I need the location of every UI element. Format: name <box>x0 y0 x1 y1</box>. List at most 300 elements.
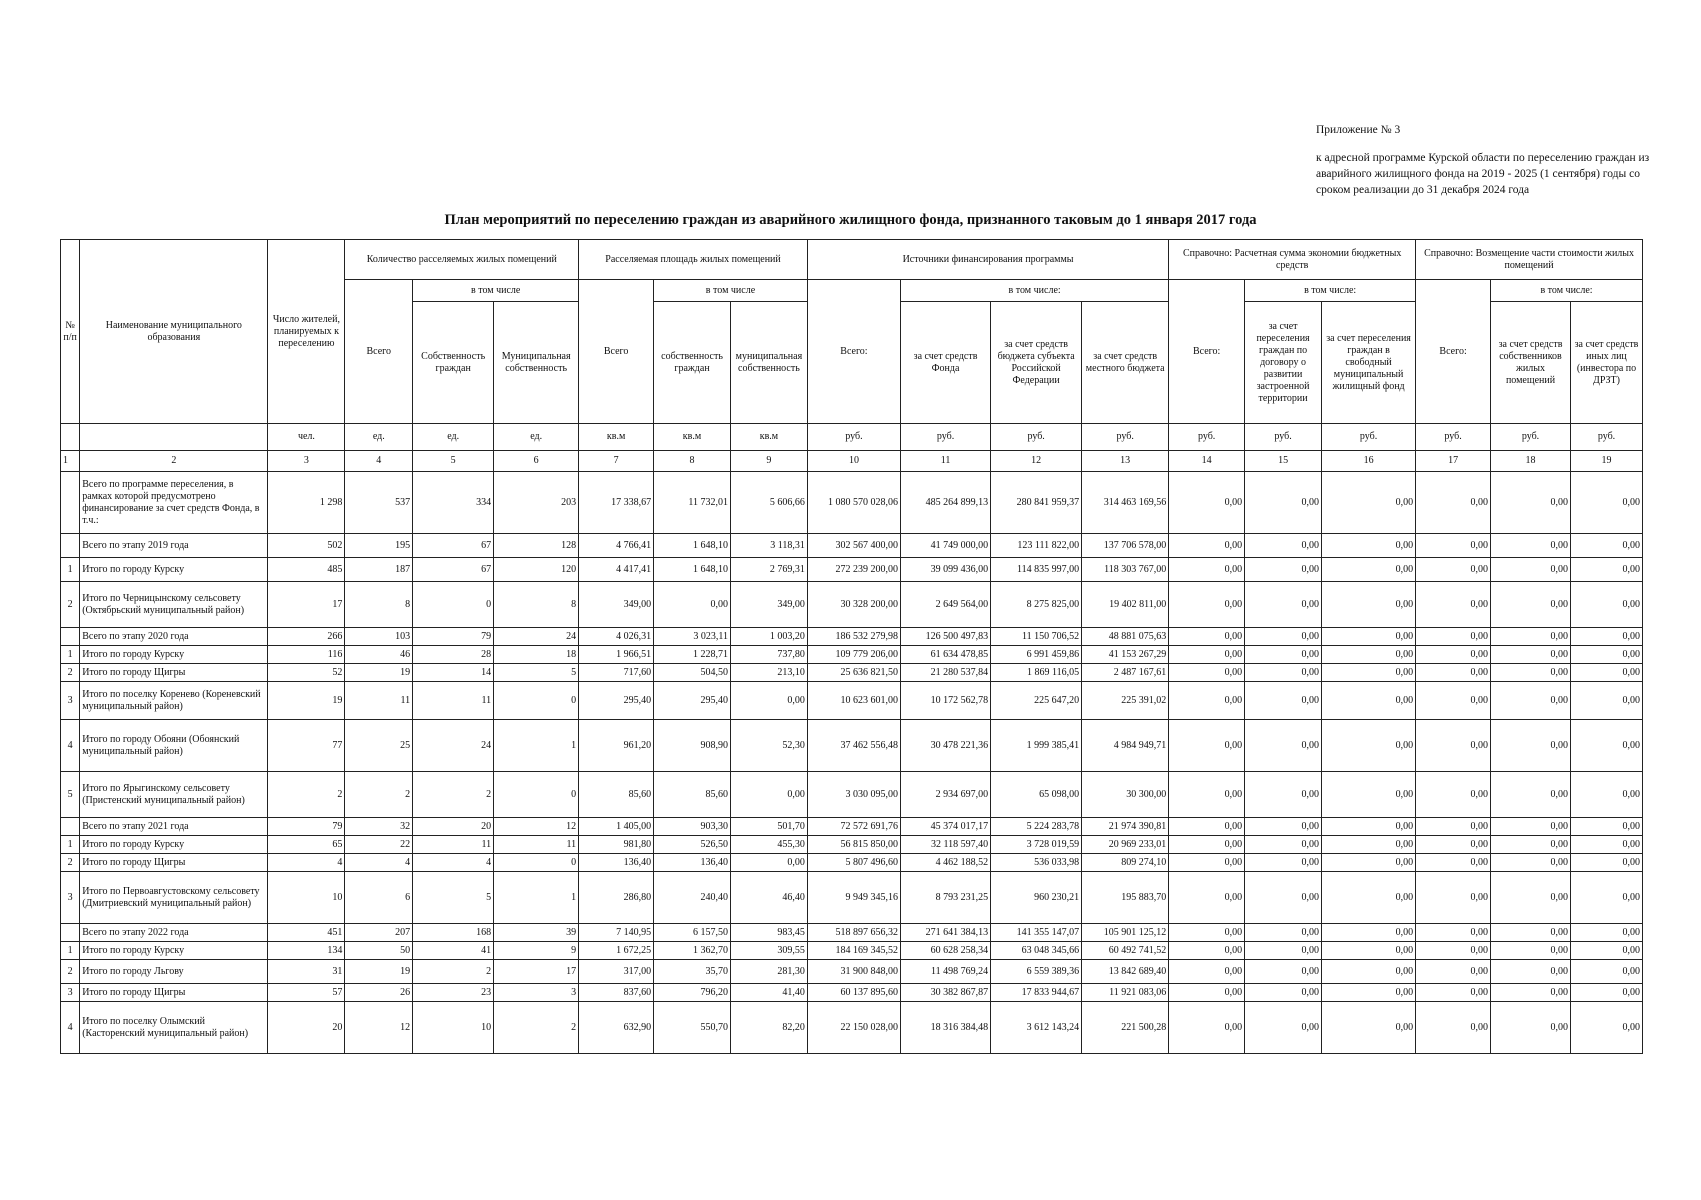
value-cell: 28 <box>413 646 494 664</box>
value-cell: 0,00 <box>1169 1002 1245 1054</box>
value-cell: 0,00 <box>1169 628 1245 646</box>
value-cell: 0,00 <box>1570 628 1642 646</box>
value-cell: 501,70 <box>730 818 807 836</box>
value-cell: 0,00 <box>1570 534 1642 558</box>
value-cell: 1 405,00 <box>579 818 654 836</box>
value-cell: 0,00 <box>1322 646 1416 664</box>
value-cell: 0,00 <box>1491 1002 1571 1054</box>
column-number: 9 <box>730 451 807 472</box>
value-cell: 39 099 436,00 <box>901 558 991 582</box>
unit-cell: руб. <box>1570 424 1642 451</box>
value-cell: 809 274,10 <box>1082 854 1169 872</box>
value-cell: 1 648,10 <box>654 534 731 558</box>
value-cell: 0,00 <box>1416 664 1491 682</box>
value-cell: 0,00 <box>1245 646 1322 664</box>
value-cell: 46,40 <box>730 872 807 924</box>
appendix-number: Приложение № 3 <box>1316 124 1401 136</box>
column-number: 16 <box>1322 451 1416 472</box>
value-cell: 981,80 <box>579 836 654 854</box>
value-cell: 0,00 <box>1570 558 1642 582</box>
value-cell: 0,00 <box>1169 646 1245 664</box>
table-row <box>61 836 1643 854</box>
value-cell: 0,00 <box>1169 682 1245 720</box>
value-cell: 24 <box>413 720 494 772</box>
header-eco-development: за счет переселения граждан по договору о развитии застроенной территории <box>1245 302 1322 424</box>
value-cell: 0,00 <box>1491 646 1571 664</box>
value-cell: 12 <box>345 1002 413 1054</box>
column-number: 3 <box>268 451 345 472</box>
value-cell: 23 <box>413 984 494 1002</box>
value-cell: 116 <box>268 646 345 664</box>
unit-cell: кв.м <box>654 424 731 451</box>
value-cell: 0,00 <box>1245 682 1322 720</box>
table-row <box>61 984 1643 1002</box>
value-cell: 11 <box>413 682 494 720</box>
value-cell: 0,00 <box>1169 942 1245 960</box>
unit-cell: руб. <box>991 424 1082 451</box>
value-cell: 52 <box>268 664 345 682</box>
value-cell: 0,00 <box>1491 924 1571 942</box>
value-cell: 0 <box>494 772 579 818</box>
value-cell: 0,00 <box>1245 984 1322 1002</box>
value-cell: 309,55 <box>730 942 807 960</box>
value-cell: 0,00 <box>1416 1002 1491 1054</box>
row-number: 3 <box>61 682 80 720</box>
unit-cell: руб. <box>1245 424 1322 451</box>
value-cell: 0,00 <box>1169 818 1245 836</box>
value-cell: 41 <box>413 942 494 960</box>
value-cell: 79 <box>413 628 494 646</box>
value-cell: 0,00 <box>1245 872 1322 924</box>
value-cell: 18 <box>494 646 579 664</box>
value-cell: 317,00 <box>579 960 654 984</box>
value-cell: 502 <box>268 534 345 558</box>
value-cell: 0,00 <box>1570 984 1642 1002</box>
value-cell: 903,30 <box>654 818 731 836</box>
value-cell: 0,00 <box>1245 942 1322 960</box>
value-cell: 0,00 <box>1491 818 1571 836</box>
row-number: 2 <box>61 664 80 682</box>
value-cell: 0,00 <box>1322 836 1416 854</box>
value-cell: 32 <box>345 818 413 836</box>
value-cell: 67 <box>413 534 494 558</box>
value-cell: 4 417,41 <box>579 558 654 582</box>
value-cell: 0,00 <box>1245 664 1322 682</box>
value-cell: 0,00 <box>1416 984 1491 1002</box>
value-cell: 225 391,02 <box>1082 682 1169 720</box>
value-cell: 0,00 <box>1491 472 1571 534</box>
header-name: Наименование муниципального образования <box>80 240 268 424</box>
value-cell: 0,00 <box>1169 984 1245 1002</box>
value-cell: 0,00 <box>1322 854 1416 872</box>
value-cell: 39 <box>494 924 579 942</box>
value-cell: 12 <box>494 818 579 836</box>
value-cell: 737,80 <box>730 646 807 664</box>
value-cell: 19 <box>345 960 413 984</box>
value-cell: 0,00 <box>1570 582 1642 628</box>
value-cell: 30 300,00 <box>1082 772 1169 818</box>
header-comp-owners: за счет средств собственников жилых помещений <box>1491 302 1571 424</box>
value-cell: 195 883,70 <box>1082 872 1169 924</box>
value-cell: 118 303 767,00 <box>1082 558 1169 582</box>
municipality-name: Итого по городу Курску <box>80 836 268 854</box>
value-cell: 0,00 <box>1322 960 1416 984</box>
value-cell: 4 <box>268 854 345 872</box>
value-cell: 961,20 <box>579 720 654 772</box>
value-cell: 0,00 <box>1416 582 1491 628</box>
value-cell: 1 966,51 <box>579 646 654 664</box>
value-cell: 0,00 <box>730 854 807 872</box>
value-cell: 0,00 <box>1416 720 1491 772</box>
value-cell: 908,90 <box>654 720 731 772</box>
value-cell: 41 749 000,00 <box>901 534 991 558</box>
value-cell: 5 <box>494 664 579 682</box>
unit-cell: чел. <box>268 424 345 451</box>
value-cell: 240,40 <box>654 872 731 924</box>
value-cell: 48 881 075,63 <box>1082 628 1169 646</box>
value-cell: 0,00 <box>1416 682 1491 720</box>
value-cell: 0,00 <box>1570 942 1642 960</box>
value-cell: 485 <box>268 558 345 582</box>
value-cell: 0,00 <box>1570 854 1642 872</box>
row-number <box>61 534 80 558</box>
value-cell: 334 <box>413 472 494 534</box>
header-subject-budget: за счет средств бюджета субъекта Российской Федерации <box>991 302 1082 424</box>
value-cell: 960 230,21 <box>991 872 1082 924</box>
value-cell: 314 463 169,56 <box>1082 472 1169 534</box>
value-cell: 225 647,20 <box>991 682 1082 720</box>
value-cell: 72 572 691,76 <box>807 818 900 836</box>
value-cell: 0,00 <box>1245 818 1322 836</box>
value-cell: 0 <box>494 854 579 872</box>
value-cell: 7 140,95 <box>579 924 654 942</box>
municipality-name: Итого по Первоавгустовскому сельсовету (Дмитриевский муниципальный район) <box>80 872 268 924</box>
value-cell: 6 <box>345 872 413 924</box>
value-cell: 0,00 <box>1245 720 1322 772</box>
row-number: 3 <box>61 872 80 924</box>
value-cell: 504,50 <box>654 664 731 682</box>
value-cell: 136,40 <box>654 854 731 872</box>
header-compensation-group: Справочно: Возмещение части стоимости жилых помещений <box>1416 240 1643 280</box>
value-cell: 0,00 <box>1416 628 1491 646</box>
value-cell: 6 991 459,86 <box>991 646 1082 664</box>
value-cell: 57 <box>268 984 345 1002</box>
appendix-note <box>1316 122 1661 198</box>
value-cell: 1 080 570 028,06 <box>807 472 900 534</box>
column-number: 5 <box>413 451 494 472</box>
header-economy-in-that: в том числе: <box>1245 280 1416 302</box>
value-cell: 0,00 <box>1322 818 1416 836</box>
column-number: 15 <box>1245 451 1322 472</box>
value-cell: 0,00 <box>1245 472 1322 534</box>
column-number: 19 <box>1570 451 1642 472</box>
unit-cell: кв.м <box>579 424 654 451</box>
value-cell: 1 003,20 <box>730 628 807 646</box>
value-cell: 0,00 <box>1245 1002 1322 1054</box>
value-cell: 25 <box>345 720 413 772</box>
value-cell: 20 <box>413 818 494 836</box>
value-cell: 2 <box>494 1002 579 1054</box>
value-cell: 2 <box>413 772 494 818</box>
value-cell: 455,30 <box>730 836 807 854</box>
value-cell: 485 264 899,13 <box>901 472 991 534</box>
value-cell: 11 921 083,06 <box>1082 984 1169 1002</box>
municipality-name: Всего по программе переселения, в рамках которой предусмотрено финансирование за счет средств Фонда, в т.ч.: <box>80 472 268 534</box>
table-row <box>61 472 1643 534</box>
municipality-name: Итого по поселку Коренево (Кореневский муниципальный район) <box>80 682 268 720</box>
value-cell: 195 <box>345 534 413 558</box>
municipality-name: Итого по поселку Олымский (Касторенский муниципальный район) <box>80 1002 268 1054</box>
value-cell: 0,00 <box>1169 534 1245 558</box>
value-cell: 4 <box>413 854 494 872</box>
column-number: 17 <box>1416 451 1491 472</box>
value-cell: 0,00 <box>1416 924 1491 942</box>
value-cell: 0,00 <box>1322 472 1416 534</box>
value-cell: 0,00 <box>1570 872 1642 924</box>
row-number: 4 <box>61 1002 80 1054</box>
value-cell: 79 <box>268 818 345 836</box>
municipality-name: Итого по городу Курску <box>80 646 268 664</box>
value-cell: 5 <box>413 872 494 924</box>
value-cell: 0,00 <box>1491 872 1571 924</box>
municipality-name: Всего по этапу 2020 года <box>80 628 268 646</box>
header-area-mun: муниципальная собственность <box>730 302 807 424</box>
header-economy-total: Всего: <box>1169 280 1245 424</box>
header-compensation-total: Всего: <box>1416 280 1491 424</box>
value-cell: 82,20 <box>730 1002 807 1054</box>
value-cell: 18 316 384,48 <box>901 1002 991 1054</box>
value-cell: 0,00 <box>1570 720 1642 772</box>
header-rooms-own: Собственность граждан <box>413 302 494 424</box>
value-cell: 21 974 390,81 <box>1082 818 1169 836</box>
row-number: 1 <box>61 646 80 664</box>
value-cell: 60 628 258,34 <box>901 942 991 960</box>
value-cell: 19 402 811,00 <box>1082 582 1169 628</box>
value-cell: 203 <box>494 472 579 534</box>
unit-cell: кв.м <box>730 424 807 451</box>
unit-cell: руб. <box>901 424 991 451</box>
value-cell: 2 487 167,61 <box>1082 664 1169 682</box>
value-cell: 184 169 345,52 <box>807 942 900 960</box>
value-cell: 0,00 <box>1322 924 1416 942</box>
value-cell: 213,10 <box>730 664 807 682</box>
value-cell: 0,00 <box>1570 472 1642 534</box>
value-cell: 6 157,50 <box>654 924 731 942</box>
header-area-total: Всего <box>579 280 654 424</box>
value-cell: 0,00 <box>1245 836 1322 854</box>
table-row <box>61 960 1643 984</box>
value-cell: 0,00 <box>1416 960 1491 984</box>
value-cell: 0,00 <box>1322 558 1416 582</box>
header-num: № п/п <box>61 240 80 424</box>
value-cell: 128 <box>494 534 579 558</box>
value-cell: 1 228,71 <box>654 646 731 664</box>
column-number: 4 <box>345 451 413 472</box>
value-cell: 13 842 689,40 <box>1082 960 1169 984</box>
value-cell: 0,00 <box>1491 984 1571 1002</box>
value-cell: 0,00 <box>1491 534 1571 558</box>
table-row <box>61 646 1643 664</box>
municipality-name: Итого по Ярыгинскому сельсовету (Пристенский муниципальный район) <box>80 772 268 818</box>
municipality-name: Итого по городу Щигры <box>80 854 268 872</box>
value-cell: 31 <box>268 960 345 984</box>
value-cell: 0,00 <box>1570 682 1642 720</box>
value-cell: 0,00 <box>1169 472 1245 534</box>
table-row <box>61 872 1643 924</box>
value-cell: 20 969 233,01 <box>1082 836 1169 854</box>
value-cell: 26 <box>345 984 413 1002</box>
value-cell: 0,00 <box>1416 818 1491 836</box>
value-cell: 20 <box>268 1002 345 1054</box>
value-cell: 0,00 <box>1245 960 1322 984</box>
value-cell: 4 <box>345 854 413 872</box>
value-cell: 8 275 825,00 <box>991 582 1082 628</box>
value-cell: 17 833 944,67 <box>991 984 1082 1002</box>
value-cell: 0,00 <box>730 682 807 720</box>
value-cell: 3 118,31 <box>730 534 807 558</box>
value-cell: 4 984 949,71 <box>1082 720 1169 772</box>
value-cell: 168 <box>413 924 494 942</box>
row-number <box>61 924 80 942</box>
value-cell: 0,00 <box>1570 646 1642 664</box>
row-number: 1 <box>61 942 80 960</box>
value-cell: 8 <box>494 582 579 628</box>
value-cell: 0,00 <box>1570 924 1642 942</box>
value-cell: 0,00 <box>1491 836 1571 854</box>
column-number: 6 <box>494 451 579 472</box>
value-cell: 1 <box>494 872 579 924</box>
value-cell: 85,60 <box>579 772 654 818</box>
value-cell: 0,00 <box>1322 664 1416 682</box>
value-cell: 60 137 895,60 <box>807 984 900 1002</box>
value-cell: 0,00 <box>1322 872 1416 924</box>
value-cell: 4 026,31 <box>579 628 654 646</box>
header-rooms-in-that: в том числе <box>413 280 579 302</box>
value-cell: 0,00 <box>1570 836 1642 854</box>
municipality-name: Всего по этапу 2022 года <box>80 924 268 942</box>
value-cell: 837,60 <box>579 984 654 1002</box>
value-cell: 52,30 <box>730 720 807 772</box>
value-cell: 0,00 <box>1491 960 1571 984</box>
unit-cell: ед. <box>413 424 494 451</box>
value-cell: 0,00 <box>1245 558 1322 582</box>
value-cell: 0,00 <box>1245 534 1322 558</box>
value-cell: 1 869 116,05 <box>991 664 1082 682</box>
value-cell: 22 <box>345 836 413 854</box>
value-cell: 63 048 345,66 <box>991 942 1082 960</box>
value-cell: 0,00 <box>1491 582 1571 628</box>
header-rooms-mun: Муниципальная собственность <box>494 302 579 424</box>
value-cell: 6 559 389,36 <box>991 960 1082 984</box>
value-cell: 11 498 769,24 <box>901 960 991 984</box>
value-cell: 0,00 <box>1416 558 1491 582</box>
document-title: План мероприятий по переселению граждан из аварийного жилищного фонда, признанного таковым до 1 января 2017 года <box>444 212 1257 228</box>
value-cell: 0,00 <box>1169 558 1245 582</box>
value-cell: 1 648,10 <box>654 558 731 582</box>
municipality-name: Итого по городу Щигры <box>80 984 268 1002</box>
value-cell: 31 900 848,00 <box>807 960 900 984</box>
row-number: 2 <box>61 854 80 872</box>
value-cell: 24 <box>494 628 579 646</box>
value-cell: 5 606,66 <box>730 472 807 534</box>
value-cell: 0,00 <box>1491 558 1571 582</box>
header-area-in-that: в том числе <box>654 280 808 302</box>
value-cell: 114 835 997,00 <box>991 558 1082 582</box>
header-funding-total: Всего: <box>807 280 900 424</box>
value-cell: 30 382 867,87 <box>901 984 991 1002</box>
municipality-name: Всего по этапу 2019 года <box>80 534 268 558</box>
table-row <box>61 924 1643 942</box>
value-cell: 632,90 <box>579 1002 654 1054</box>
value-cell: 50 <box>345 942 413 960</box>
row-number: 1 <box>61 836 80 854</box>
value-cell: 0,00 <box>1322 582 1416 628</box>
value-cell: 550,70 <box>654 1002 731 1054</box>
header-funding-group: Источники финансирования программы <box>807 240 1168 280</box>
value-cell: 17 <box>494 960 579 984</box>
value-cell: 349,00 <box>579 582 654 628</box>
value-cell: 2 649 564,00 <box>901 582 991 628</box>
value-cell: 0,00 <box>1169 924 1245 942</box>
value-cell: 1 999 385,41 <box>991 720 1082 772</box>
value-cell: 103 <box>345 628 413 646</box>
value-cell: 0,00 <box>1491 664 1571 682</box>
value-cell: 37 462 556,48 <box>807 720 900 772</box>
table-row <box>61 628 1643 646</box>
value-cell: 3 023,11 <box>654 628 731 646</box>
value-cell: 30 478 221,36 <box>901 720 991 772</box>
value-cell: 717,60 <box>579 664 654 682</box>
row-number: 2 <box>61 582 80 628</box>
value-cell: 0,00 <box>1245 924 1322 942</box>
appendix-text: к адресной программе Курской области по переселению граждан из аварийного жилищного фонда на 2019 - 2025 (1 сентября) годы со сроком реализации до 31 декабря 2024 года <box>1316 152 1650 196</box>
value-cell: 451 <box>268 924 345 942</box>
row-number: 4 <box>61 720 80 772</box>
value-cell: 0,00 <box>1322 628 1416 646</box>
value-cell: 41,40 <box>730 984 807 1002</box>
table-row <box>61 854 1643 872</box>
table-row <box>61 818 1643 836</box>
value-cell: 0,00 <box>1491 628 1571 646</box>
value-cell: 518 897 656,32 <box>807 924 900 942</box>
value-cell: 3 728 019,59 <box>991 836 1082 854</box>
units-row <box>61 424 1643 451</box>
value-cell: 0,00 <box>1322 1002 1416 1054</box>
value-cell: 187 <box>345 558 413 582</box>
value-cell: 3 <box>494 984 579 1002</box>
value-cell: 14 <box>413 664 494 682</box>
value-cell: 1 362,70 <box>654 942 731 960</box>
value-cell: 221 500,28 <box>1082 1002 1169 1054</box>
value-cell: 41 153 267,29 <box>1082 646 1169 664</box>
value-cell: 295,40 <box>654 682 731 720</box>
value-cell: 1 298 <box>268 472 345 534</box>
row-number: 3 <box>61 984 80 1002</box>
value-cell: 0 <box>413 582 494 628</box>
value-cell: 11 150 706,52 <box>991 628 1082 646</box>
value-cell: 22 150 028,00 <box>807 1002 900 1054</box>
value-cell: 536 033,98 <box>991 854 1082 872</box>
value-cell: 32 118 597,40 <box>901 836 991 854</box>
value-cell: 2 <box>413 960 494 984</box>
municipality-name: Всего по этапу 2021 года <box>80 818 268 836</box>
unit-cell: ед. <box>345 424 413 451</box>
value-cell: 11 <box>345 682 413 720</box>
value-cell: 123 111 822,00 <box>991 534 1082 558</box>
unit-cell: ед. <box>494 424 579 451</box>
column-number: 18 <box>1491 451 1571 472</box>
column-number: 14 <box>1169 451 1245 472</box>
